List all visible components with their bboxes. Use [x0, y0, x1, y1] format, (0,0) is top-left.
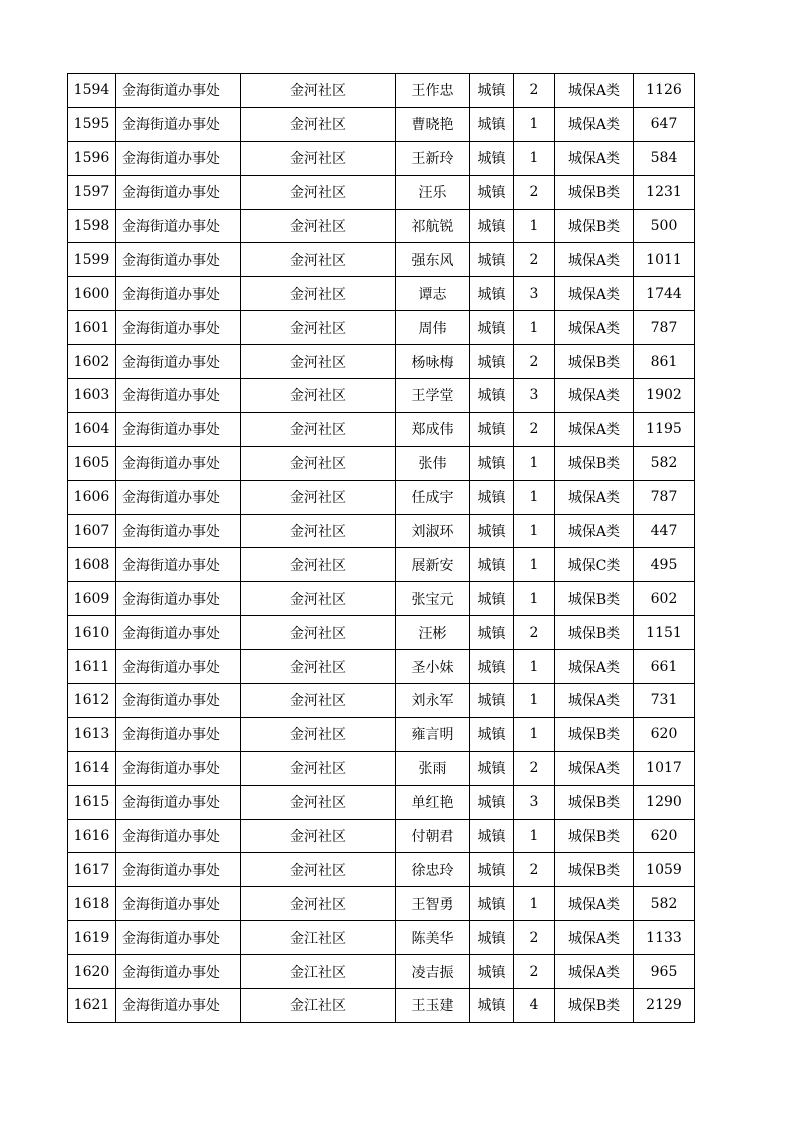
household-type-cell: 城镇: [470, 616, 514, 650]
subdistrict-office-cell: 金海街道办事处: [116, 209, 241, 243]
table-row: [68, 819, 695, 853]
person-count-cell: 2: [514, 74, 555, 108]
row-number-cell: 1597: [68, 175, 116, 209]
household-type-cell: 城镇: [470, 514, 514, 548]
household-type-cell: 城镇: [470, 209, 514, 243]
amount-cell: 1231: [634, 175, 695, 209]
person-count-cell: 1: [514, 514, 555, 548]
person-count-cell: 2: [514, 955, 555, 989]
community-cell: 金河社区: [241, 582, 396, 616]
name-cell: 王新玲: [396, 141, 470, 175]
amount-cell: 787: [634, 480, 695, 514]
person-count-cell: 1: [514, 107, 555, 141]
table-row: [68, 480, 695, 514]
row-number-cell: 1614: [68, 751, 116, 785]
household-type-cell: 城镇: [470, 175, 514, 209]
amount-cell: 582: [634, 887, 695, 921]
household-type-cell: 城镇: [470, 345, 514, 379]
person-count-cell: 1: [514, 819, 555, 853]
subdistrict-office-cell: 金海街道办事处: [116, 412, 241, 446]
community-cell: 金河社区: [241, 684, 396, 718]
community-cell: 金河社区: [241, 853, 396, 887]
person-count-cell: 4: [514, 989, 555, 1023]
community-cell: 金河社区: [241, 650, 396, 684]
community-cell: 金江社区: [241, 989, 396, 1023]
community-cell: 金河社区: [241, 277, 396, 311]
amount-cell: 1011: [634, 243, 695, 277]
subdistrict-office-cell: 金海街道办事处: [116, 480, 241, 514]
name-cell: 王作忠: [396, 74, 470, 108]
person-count-cell: 2: [514, 412, 555, 446]
household-type-cell: 城镇: [470, 582, 514, 616]
insurance-category-cell: 城保C类: [555, 548, 634, 582]
row-number-cell: 1600: [68, 277, 116, 311]
person-count-cell: 1: [514, 209, 555, 243]
amount-cell: 1195: [634, 412, 695, 446]
row-number-cell: 1606: [68, 480, 116, 514]
community-cell: 金河社区: [241, 887, 396, 921]
community-cell: 金河社区: [241, 379, 396, 413]
amount-cell: 1290: [634, 785, 695, 819]
amount-cell: 965: [634, 955, 695, 989]
insurance-category-cell: 城保A类: [555, 412, 634, 446]
person-count-cell: 3: [514, 277, 555, 311]
table-row: [68, 345, 695, 379]
insurance-category-cell: 城保A类: [555, 141, 634, 175]
person-count-cell: 1: [514, 311, 555, 345]
row-number-cell: 1620: [68, 955, 116, 989]
person-count-cell: 2: [514, 175, 555, 209]
amount-cell: 500: [634, 209, 695, 243]
table-row: [68, 717, 695, 751]
insurance-category-cell: 城保A类: [555, 74, 634, 108]
table-row: [68, 955, 695, 989]
community-cell: 金河社区: [241, 785, 396, 819]
table-row: [68, 751, 695, 785]
name-cell: 郑成伟: [396, 412, 470, 446]
amount-cell: 661: [634, 650, 695, 684]
records-table: [67, 73, 695, 1023]
name-cell: 凌吉振: [396, 955, 470, 989]
household-type-cell: 城镇: [470, 548, 514, 582]
community-cell: 金河社区: [241, 480, 396, 514]
insurance-category-cell: 城保A类: [555, 277, 634, 311]
community-cell: 金河社区: [241, 209, 396, 243]
row-number-cell: 1595: [68, 107, 116, 141]
household-type-cell: 城镇: [470, 480, 514, 514]
row-number-cell: 1598: [68, 209, 116, 243]
row-number-cell: 1615: [68, 785, 116, 819]
name-cell: 张宝元: [396, 582, 470, 616]
subdistrict-office-cell: 金海街道办事处: [116, 277, 241, 311]
subdistrict-office-cell: 金海街道办事处: [116, 311, 241, 345]
amount-cell: 647: [634, 107, 695, 141]
insurance-category-cell: 城保A类: [555, 311, 634, 345]
subdistrict-office-cell: 金海街道办事处: [116, 717, 241, 751]
table-row: [68, 785, 695, 819]
table-row: [68, 921, 695, 955]
subdistrict-office-cell: 金海街道办事处: [116, 243, 241, 277]
insurance-category-cell: 城保A类: [555, 684, 634, 718]
table-row: [68, 989, 695, 1023]
name-cell: 曹晓艳: [396, 107, 470, 141]
amount-cell: 1744: [634, 277, 695, 311]
insurance-category-cell: 城保A类: [555, 650, 634, 684]
subdistrict-office-cell: 金海街道办事处: [116, 887, 241, 921]
person-count-cell: 1: [514, 717, 555, 751]
insurance-category-cell: 城保B类: [555, 175, 634, 209]
community-cell: 金河社区: [241, 74, 396, 108]
table-row: [68, 74, 695, 108]
subdistrict-office-cell: 金海街道办事处: [116, 74, 241, 108]
amount-cell: 584: [634, 141, 695, 175]
household-type-cell: 城镇: [470, 785, 514, 819]
name-cell: 强东风: [396, 243, 470, 277]
amount-cell: 447: [634, 514, 695, 548]
row-number-cell: 1605: [68, 446, 116, 480]
subdistrict-office-cell: 金海街道办事处: [116, 548, 241, 582]
amount-cell: 1126: [634, 74, 695, 108]
table-row: [68, 548, 695, 582]
subdistrict-office-cell: 金海街道办事处: [116, 921, 241, 955]
person-count-cell: 1: [514, 141, 555, 175]
amount-cell: 731: [634, 684, 695, 718]
row-number-cell: 1608: [68, 548, 116, 582]
insurance-category-cell: 城保B类: [555, 446, 634, 480]
household-type-cell: 城镇: [470, 446, 514, 480]
row-number-cell: 1613: [68, 717, 116, 751]
table-row: [68, 582, 695, 616]
table-row: [68, 379, 695, 413]
insurance-category-cell: 城保B类: [555, 853, 634, 887]
person-count-cell: 2: [514, 921, 555, 955]
insurance-category-cell: 城保B类: [555, 209, 634, 243]
community-cell: 金河社区: [241, 446, 396, 480]
row-number-cell: 1610: [68, 616, 116, 650]
subdistrict-office-cell: 金海街道办事处: [116, 345, 241, 379]
insurance-category-cell: 城保A类: [555, 379, 634, 413]
person-count-cell: 1: [514, 887, 555, 921]
person-count-cell: 3: [514, 379, 555, 413]
name-cell: 付朝君: [396, 819, 470, 853]
row-number-cell: 1616: [68, 819, 116, 853]
name-cell: 雍言明: [396, 717, 470, 751]
community-cell: 金河社区: [241, 412, 396, 446]
community-cell: 金河社区: [241, 819, 396, 853]
insurance-category-cell: 城保B类: [555, 989, 634, 1023]
subdistrict-office-cell: 金海街道办事处: [116, 751, 241, 785]
household-type-cell: 城镇: [470, 277, 514, 311]
row-number-cell: 1596: [68, 141, 116, 175]
person-count-cell: 1: [514, 650, 555, 684]
name-cell: 圣小妹: [396, 650, 470, 684]
subdistrict-office-cell: 金海街道办事处: [116, 989, 241, 1023]
amount-cell: 1902: [634, 379, 695, 413]
table-row: [68, 277, 695, 311]
name-cell: 刘淑环: [396, 514, 470, 548]
insurance-category-cell: 城保B类: [555, 819, 634, 853]
table-row: [68, 853, 695, 887]
table-row: [68, 243, 695, 277]
subdistrict-office-cell: 金海街道办事处: [116, 582, 241, 616]
name-cell: 王玉建: [396, 989, 470, 1023]
community-cell: 金河社区: [241, 514, 396, 548]
subdistrict-office-cell: 金海街道办事处: [116, 853, 241, 887]
subdistrict-office-cell: 金海街道办事处: [116, 955, 241, 989]
row-number-cell: 1611: [68, 650, 116, 684]
name-cell: 刘永军: [396, 684, 470, 718]
insurance-category-cell: 城保A类: [555, 480, 634, 514]
person-count-cell: 1: [514, 446, 555, 480]
amount-cell: 602: [634, 582, 695, 616]
person-count-cell: 1: [514, 548, 555, 582]
insurance-category-cell: 城保A类: [555, 955, 634, 989]
table-row: [68, 412, 695, 446]
records-sheet: [67, 73, 695, 1023]
community-cell: 金河社区: [241, 141, 396, 175]
subdistrict-office-cell: 金海街道办事处: [116, 446, 241, 480]
insurance-category-cell: 城保A类: [555, 751, 634, 785]
household-type-cell: 城镇: [470, 819, 514, 853]
table-row: [68, 514, 695, 548]
community-cell: 金河社区: [241, 311, 396, 345]
insurance-category-cell: 城保B类: [555, 717, 634, 751]
insurance-category-cell: 城保A类: [555, 921, 634, 955]
household-type-cell: 城镇: [470, 684, 514, 718]
name-cell: 汪彬: [396, 616, 470, 650]
household-type-cell: 城镇: [470, 412, 514, 446]
name-cell: 王智勇: [396, 887, 470, 921]
community-cell: 金河社区: [241, 175, 396, 209]
subdistrict-office-cell: 金海街道办事处: [116, 107, 241, 141]
name-cell: 汪乐: [396, 175, 470, 209]
insurance-category-cell: 城保A类: [555, 887, 634, 921]
community-cell: 金江社区: [241, 955, 396, 989]
community-cell: 金河社区: [241, 717, 396, 751]
table-row: [68, 650, 695, 684]
community-cell: 金江社区: [241, 921, 396, 955]
person-count-cell: 2: [514, 616, 555, 650]
name-cell: 王学堂: [396, 379, 470, 413]
table-row: [68, 141, 695, 175]
row-number-cell: 1621: [68, 989, 116, 1023]
amount-cell: 2129: [634, 989, 695, 1023]
subdistrict-office-cell: 金海街道办事处: [116, 379, 241, 413]
household-type-cell: 城镇: [470, 751, 514, 785]
subdistrict-office-cell: 金海街道办事处: [116, 684, 241, 718]
name-cell: 单红艳: [396, 785, 470, 819]
amount-cell: 495: [634, 548, 695, 582]
household-type-cell: 城镇: [470, 74, 514, 108]
household-type-cell: 城镇: [470, 717, 514, 751]
subdistrict-office-cell: 金海街道办事处: [116, 175, 241, 209]
insurance-category-cell: 城保B类: [555, 582, 634, 616]
table-row: [68, 616, 695, 650]
subdistrict-office-cell: 金海街道办事处: [116, 616, 241, 650]
household-type-cell: 城镇: [470, 243, 514, 277]
household-type-cell: 城镇: [470, 107, 514, 141]
subdistrict-office-cell: 金海街道办事处: [116, 785, 241, 819]
row-number-cell: 1604: [68, 412, 116, 446]
table-row: [68, 887, 695, 921]
household-type-cell: 城镇: [470, 921, 514, 955]
name-cell: 周伟: [396, 311, 470, 345]
person-count-cell: 2: [514, 853, 555, 887]
household-type-cell: 城镇: [470, 311, 514, 345]
insurance-category-cell: 城保B类: [555, 345, 634, 379]
amount-cell: 582: [634, 446, 695, 480]
insurance-category-cell: 城保A类: [555, 243, 634, 277]
amount-cell: 1151: [634, 616, 695, 650]
person-count-cell: 1: [514, 582, 555, 616]
row-number-cell: 1594: [68, 74, 116, 108]
row-number-cell: 1607: [68, 514, 116, 548]
person-count-cell: 2: [514, 243, 555, 277]
insurance-category-cell: 城保A类: [555, 514, 634, 548]
household-type-cell: 城镇: [470, 887, 514, 921]
name-cell: 张伟: [396, 446, 470, 480]
subdistrict-office-cell: 金海街道办事处: [116, 819, 241, 853]
row-number-cell: 1612: [68, 684, 116, 718]
community-cell: 金河社区: [241, 107, 396, 141]
community-cell: 金河社区: [241, 616, 396, 650]
amount-cell: 861: [634, 345, 695, 379]
community-cell: 金河社区: [241, 345, 396, 379]
insurance-category-cell: 城保B类: [555, 616, 634, 650]
table-row: [68, 107, 695, 141]
row-number-cell: 1619: [68, 921, 116, 955]
household-type-cell: 城镇: [470, 650, 514, 684]
row-number-cell: 1617: [68, 853, 116, 887]
insurance-category-cell: 城保A类: [555, 107, 634, 141]
subdistrict-office-cell: 金海街道办事处: [116, 514, 241, 548]
amount-cell: 1059: [634, 853, 695, 887]
row-number-cell: 1603: [68, 379, 116, 413]
table-row: [68, 175, 695, 209]
name-cell: 任成宇: [396, 480, 470, 514]
name-cell: 谭志: [396, 277, 470, 311]
name-cell: 杨咏梅: [396, 345, 470, 379]
household-type-cell: 城镇: [470, 141, 514, 175]
table-row: [68, 684, 695, 718]
row-number-cell: 1602: [68, 345, 116, 379]
amount-cell: 620: [634, 819, 695, 853]
table-row: [68, 209, 695, 243]
name-cell: 祁航锐: [396, 209, 470, 243]
subdistrict-office-cell: 金海街道办事处: [116, 650, 241, 684]
community-cell: 金河社区: [241, 548, 396, 582]
household-type-cell: 城镇: [470, 955, 514, 989]
subdistrict-office-cell: 金海街道办事处: [116, 141, 241, 175]
row-number-cell: 1609: [68, 582, 116, 616]
community-cell: 金河社区: [241, 751, 396, 785]
name-cell: 展新安: [396, 548, 470, 582]
row-number-cell: 1618: [68, 887, 116, 921]
person-count-cell: 1: [514, 480, 555, 514]
name-cell: 徐忠玲: [396, 853, 470, 887]
household-type-cell: 城镇: [470, 989, 514, 1023]
table-body: [68, 74, 695, 1023]
insurance-category-cell: 城保B类: [555, 785, 634, 819]
household-type-cell: 城镇: [470, 853, 514, 887]
table-row: [68, 311, 695, 345]
household-type-cell: 城镇: [470, 379, 514, 413]
person-count-cell: 1: [514, 684, 555, 718]
amount-cell: 1017: [634, 751, 695, 785]
amount-cell: 620: [634, 717, 695, 751]
community-cell: 金河社区: [241, 243, 396, 277]
row-number-cell: 1599: [68, 243, 116, 277]
person-count-cell: 2: [514, 345, 555, 379]
name-cell: 张雨: [396, 751, 470, 785]
amount-cell: 787: [634, 311, 695, 345]
person-count-cell: 3: [514, 785, 555, 819]
amount-cell: 1133: [634, 921, 695, 955]
person-count-cell: 2: [514, 751, 555, 785]
name-cell: 陈美华: [396, 921, 470, 955]
table-row: [68, 446, 695, 480]
row-number-cell: 1601: [68, 311, 116, 345]
